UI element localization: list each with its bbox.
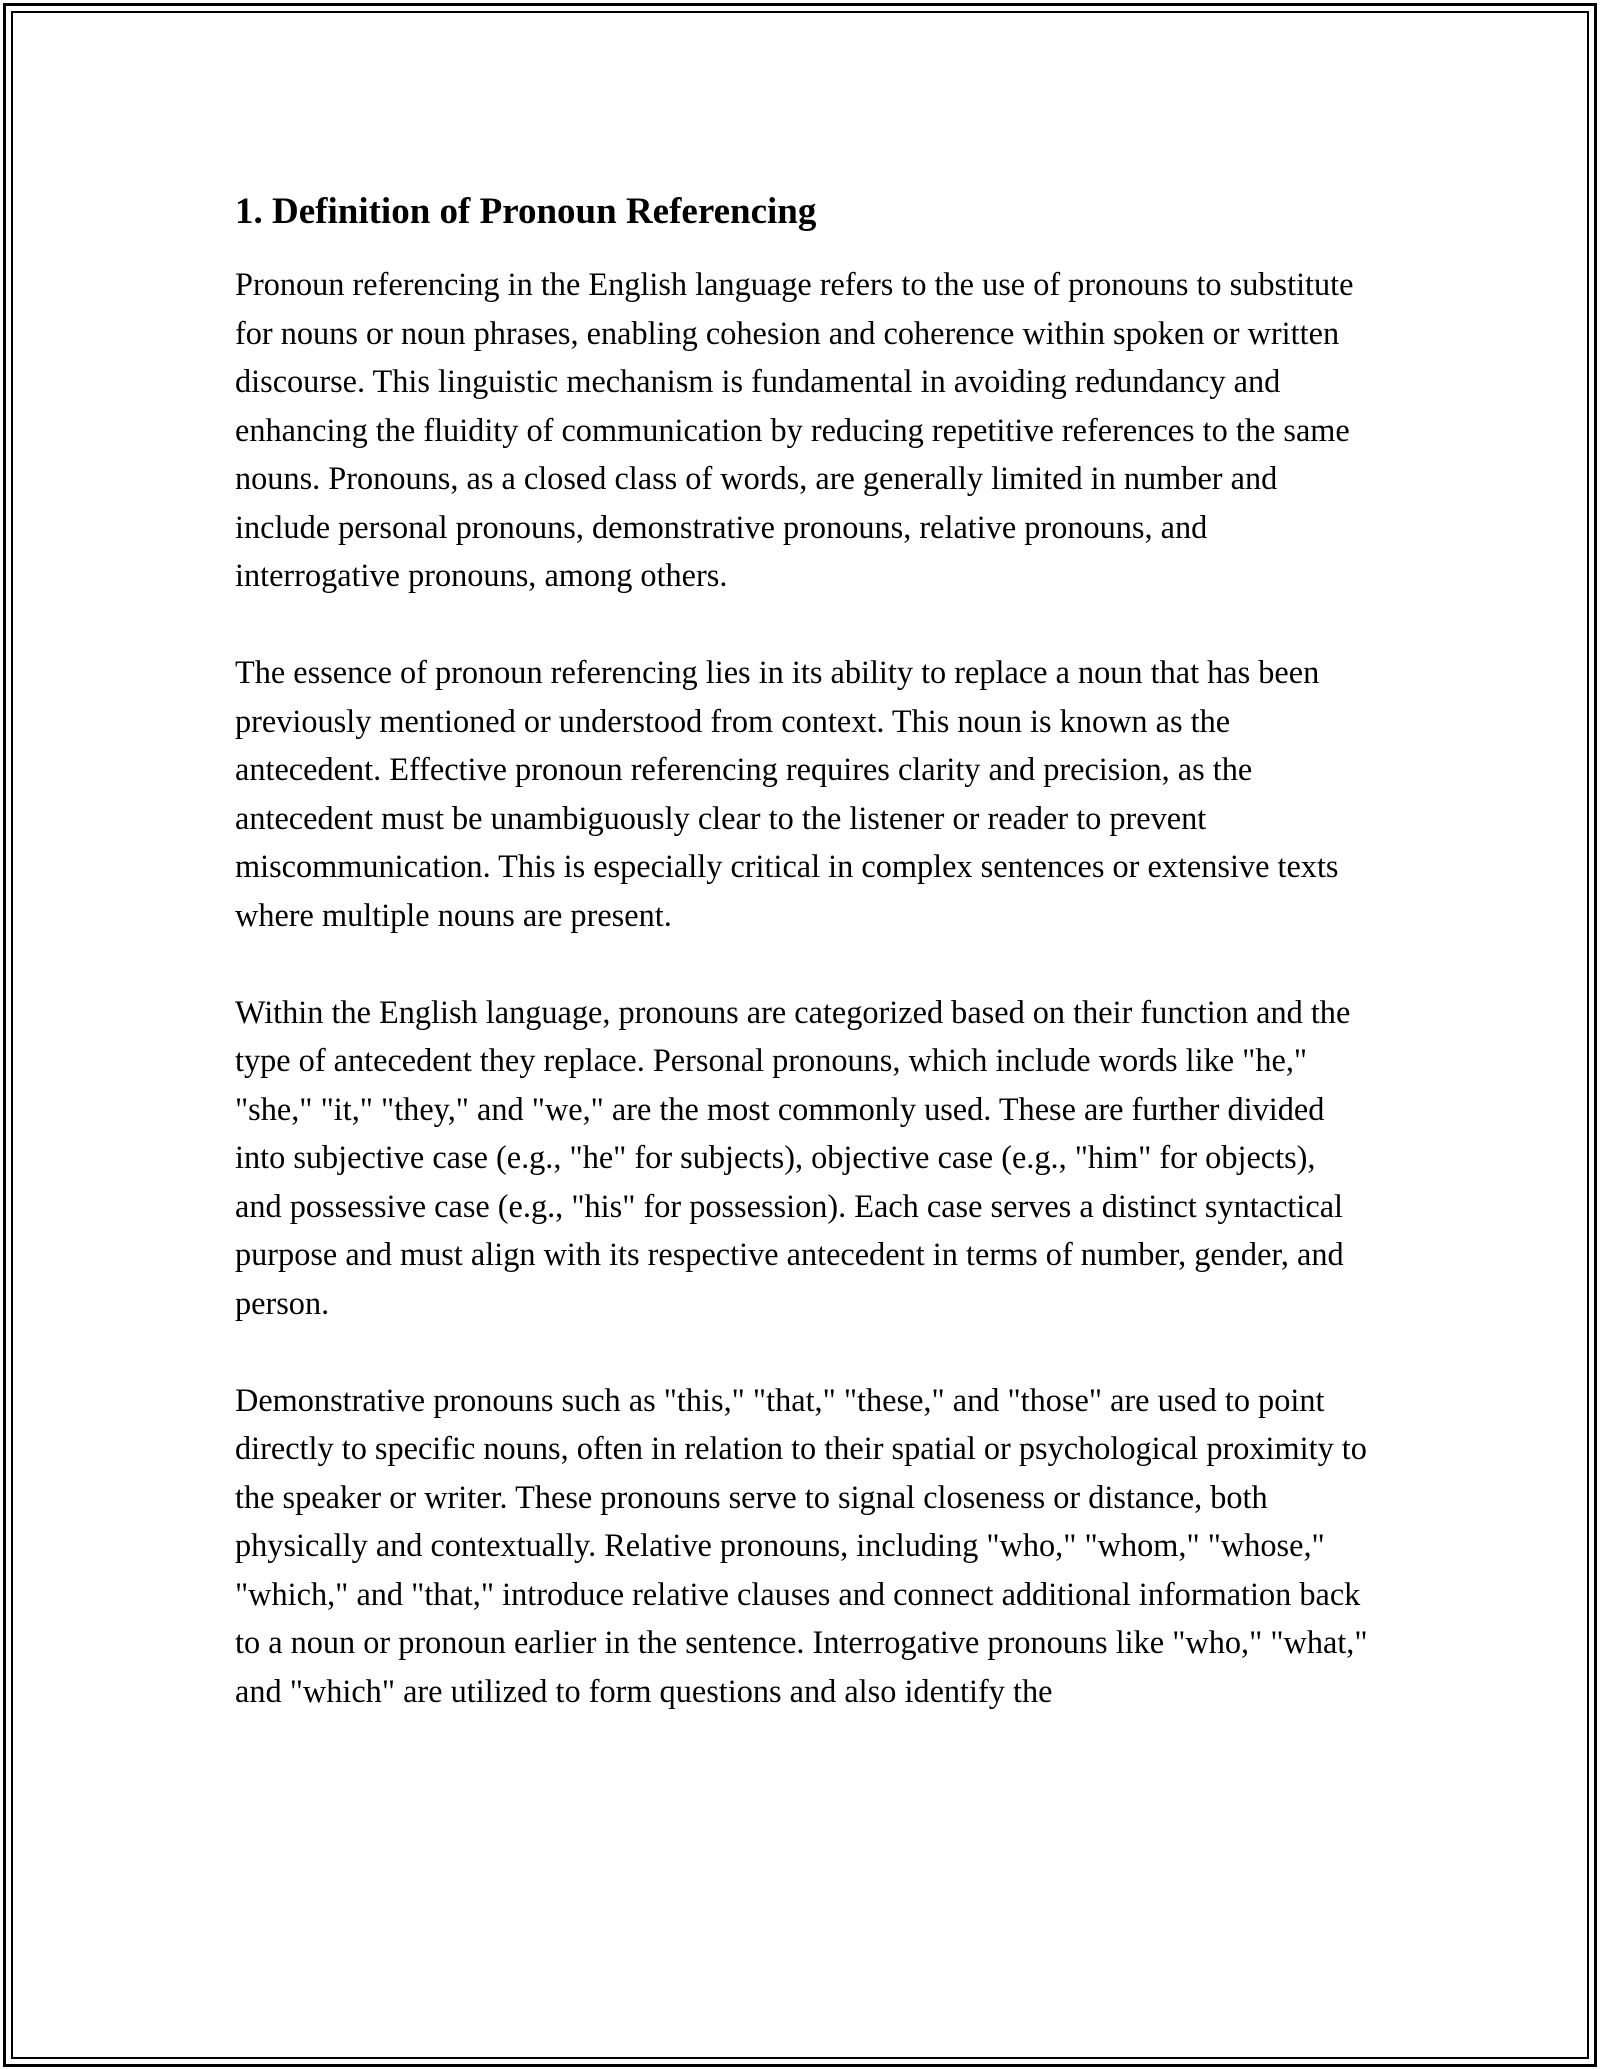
paragraph-antecedent: The essence of pronoun referencing lies in its ability to replace a noun that has been previously mentioned or understood from context. This noun is known as the antecedent. Effective pronoun referencing requires clarity and precision, as the antecedent must be unambiguously clear to the listener or reader to prevent miscommunication. This is especially critical in complex sentences or extensive texts where multiple nouns are present. [235,654,1339,933]
section-heading: 1. Definition of Pronoun Referencing [235,191,817,232]
paragraph-definition: Pronoun referencing in the English language refers to the use of pronouns to substitute for nouns or noun phrases, enabling cohesion and coherence within spoken or written discourse. This linguistic mechanism is fundamental in avoiding redundancy and enhancing the fluidity of communication by reducing repetitive references to the same nouns. Pronouns, as a closed class of words, are generally limited in number and include personal pronouns, demonstrative pronouns, relative pronouns, and interrogative pronouns, among others. [235,266,1354,593]
paragraph-personal-pronouns: Within the English language, pronouns are categorized based on their function and the type of antecedent they replace. Personal pronouns, which include words like "he," "she," "it," "they," and "we," are the most commonly used. These are further divided into subjective case (e.g., "he" for subjects), objective case (e.g., "him" for objects), and possessive case (e.g., "his" for possession). Each case serves a distinct syntactical purpose and must align with its respective antecedent in terms of number, gender, and person. [235,993,1351,1321]
document-body [235,188,1370,1715]
paragraph-demonstrative-relative-interrogative: Demonstrative pronouns such as "this," "that," "these," and "those" are used to point directly to specific nouns, often in relation to their spatial or psychological proximity to the speaker or writer. These pronouns serve to signal closeness or distance, both physically and contextually. Relative pronouns, including "who," "whom," "whose," "which," and "that," introduce relative clauses and connect additional information back to a noun or pronoun earlier in the sentence. Interrogative pronouns like "who," "what," and "which" are utilized to form questions and also identify the [235,1381,1368,1709]
